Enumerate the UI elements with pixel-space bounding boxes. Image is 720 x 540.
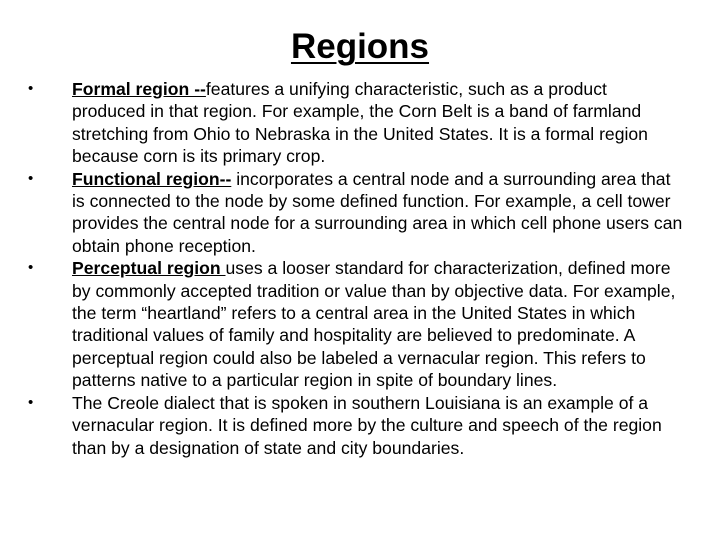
bullet-dot-icon: •: [28, 393, 34, 411]
bullet-dot-icon: •: [28, 169, 34, 187]
bullet-list: [24, 78, 684, 459]
bullet-dot-icon: •: [28, 259, 34, 277]
bullet-perceptual-region: [24, 257, 684, 391]
bullet-text: uses a looser standard for characterization, defined more by commonly accepted tradition or value than by objective data. For example, the term “heartland” refers to a central area in the United States in which traditional values of family and hospitality are believed to predominate. A perceptual region could also be labeled a vernacular region. This refers to patterns native to a particular region in spite of boundary lines.: [72, 258, 676, 391]
bullet-formal-region: [24, 78, 684, 168]
bullet-text: features a unifying characteristic, such as a product produced in that region. For example, the Corn Belt is a band of farmland stretching from Ohio to Nebraska in the United States. It is a formal region because corn is its primary crop.: [72, 79, 648, 167]
bullet-text: The Creole dialect that is spoken in southern Louisiana is an example of a vernacular region. It is defined more by the culture and speech of the region than by a designation of state and city boundaries.: [72, 392, 662, 458]
bullet-functional-region: [24, 168, 684, 258]
bullet-term: Formal region --: [72, 79, 206, 99]
bullet-text: incorporates a central node and a surrounding area that is connected to the node by some defined function. For example, a cell tower provides the central node for a surrounding area in which cell phone users can obtain phone reception.: [72, 168, 683, 256]
bullet-term: Perceptual region: [72, 258, 226, 279]
slide-title: Regions: [290, 27, 430, 66]
bullet-creole-example: [24, 392, 684, 459]
bullet-dot-icon: •: [28, 80, 34, 97]
bullet-term: Functional region--: [72, 168, 232, 189]
